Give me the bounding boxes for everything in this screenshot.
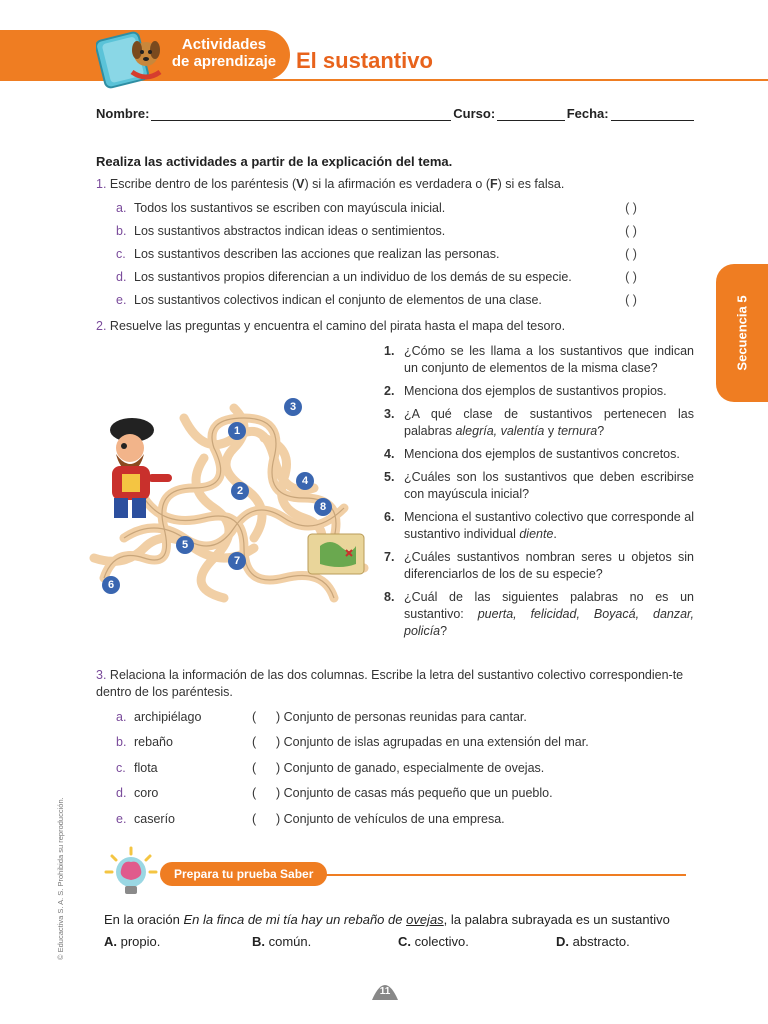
item-letter: d. — [116, 269, 127, 284]
item-text: Los sustantivos abstractos indican ideas o sentimientos. — [134, 223, 446, 238]
list-item — [116, 730, 589, 756]
item-italic: alegría, valentía — [455, 424, 545, 438]
item-text: Los sustantivos describen las acciones que realizan las personas. — [134, 246, 500, 261]
question-3-prompt — [96, 667, 696, 701]
option-text: propio. — [120, 934, 161, 949]
maze-marker-label: 6 — [107, 579, 115, 591]
item-text: ¿Cuáles sustantivos nombran seres u objetos sin diferenciarlos de los de su especie? — [404, 550, 694, 581]
answer-paren[interactable]: ( — [252, 811, 257, 826]
treasure-map-icon — [308, 534, 364, 574]
list-item — [116, 806, 589, 832]
answer-paren[interactable]: ( ) — [625, 200, 637, 215]
item-number: 1. — [384, 344, 395, 358]
list-item — [384, 343, 694, 377]
maze-marker — [228, 422, 246, 440]
item-letter: a. — [116, 200, 127, 215]
list-item — [116, 755, 589, 781]
item-letter: e. — [116, 811, 127, 826]
option-text: abstracto. — [572, 934, 630, 949]
maze-marker — [314, 498, 332, 516]
saber-underlined-word: ovejas — [406, 912, 444, 927]
item-letter: a. — [116, 709, 127, 724]
saber-option-b[interactable] — [252, 934, 311, 949]
maze-marker-label: 4 — [301, 475, 309, 487]
answer-paren[interactable]: ( ) — [625, 246, 637, 261]
item-number: 6. — [384, 510, 395, 524]
item-text-a: Menciona el sustantivo colectivo que corresponde al sustantivo individual — [404, 510, 694, 541]
item-text: Menciona dos ejemplos de sustantivos concretos. — [404, 447, 680, 461]
item-italic: diente — [519, 527, 554, 541]
item-text — [404, 589, 694, 640]
option-key: A. — [104, 934, 117, 949]
item-text: Los sustantivos colectivos indican el conjunto de elementos de una clase. — [134, 292, 542, 307]
question-1-text-c: ) si es falsa. — [497, 177, 565, 191]
item-word: coro — [134, 786, 159, 801]
question-1-text-a: Escribe dentro de los paréntesis ( — [109, 177, 297, 191]
item-number: 4. — [384, 447, 395, 461]
list-item — [116, 242, 646, 265]
list-item — [116, 288, 646, 311]
saber-question-a: En la oración — [104, 912, 184, 927]
item-text-a: ¿Cuál de las siguientes palabras no es un sustantivo: — [404, 590, 694, 621]
answer-paren[interactable]: ( ) — [625, 269, 637, 284]
date-label: Fecha: — [566, 106, 609, 121]
maze-marker — [296, 472, 314, 490]
item-text — [404, 406, 694, 440]
maze-marker — [231, 482, 249, 500]
list-item — [116, 265, 646, 288]
list-item — [384, 549, 694, 583]
item-word: rebaño — [134, 735, 173, 750]
item-text — [404, 509, 694, 543]
item-letter: d. — [116, 786, 127, 801]
saber-question — [104, 912, 670, 927]
maze-marker-label: 7 — [233, 555, 241, 567]
question-1-text-b: ) si la afirmación es verdadera o ( — [304, 177, 490, 191]
list-item — [384, 589, 694, 640]
answer-paren[interactable]: ( — [252, 760, 257, 775]
item-text: Menciona dos ejemplos de sustantivos propios. — [404, 384, 667, 398]
student-form-line — [96, 106, 696, 121]
item-italic-2: ternura — [557, 424, 598, 438]
question-1-items — [116, 196, 646, 311]
question-1-prompt — [96, 176, 696, 193]
item-text: ¿Cómo se les llama a los sustantivos que indican un conjunto de elementos de la misma clase? — [404, 344, 694, 375]
saber-section-label: Prepara tu prueba Saber — [160, 862, 327, 886]
option-key: B. — [252, 934, 265, 949]
list-item — [384, 446, 694, 463]
answer-paren[interactable]: ( — [252, 709, 257, 724]
item-text-b: y — [544, 424, 558, 438]
saber-option-d[interactable] — [556, 934, 630, 949]
name-field[interactable] — [151, 106, 451, 121]
item-text: Los sustantivos propios diferencian a un individuo de los demás de su especie. — [134, 269, 572, 284]
item-letter: b. — [116, 735, 127, 750]
badge-line-1: Actividades — [181, 36, 267, 53]
sequence-tab — [716, 264, 768, 402]
item-number: 5. — [384, 470, 395, 484]
item-letter: e. — [116, 292, 127, 307]
option-key: D. — [556, 934, 569, 949]
badge-line-2: de aprendizaje — [171, 53, 277, 70]
date-field[interactable] — [611, 106, 694, 121]
saber-option-c[interactable] — [398, 934, 469, 949]
item-number: 7. — [384, 550, 395, 564]
list-item — [116, 704, 589, 730]
saber-question-b: , la palabra subrayada es un sustantivo — [443, 912, 670, 927]
maze-marker — [284, 398, 302, 416]
question-2-prompt — [96, 318, 696, 335]
option-text: colectivo. — [414, 934, 469, 949]
item-text-c: ? — [597, 424, 605, 438]
list-item — [384, 383, 694, 400]
item-text-b: ? — [440, 624, 448, 638]
name-label: Nombre: — [96, 106, 150, 121]
list-item — [116, 219, 646, 242]
course-label: Curso: — [453, 106, 496, 121]
answer-paren[interactable]: ( — [252, 786, 257, 801]
maze-marker-label: 3 — [289, 401, 297, 413]
saber-option-a[interactable] — [104, 934, 160, 949]
page-number: 11 — [379, 986, 391, 997]
maze-marker-label: 2 — [236, 485, 244, 497]
answer-paren[interactable]: ( — [252, 735, 257, 750]
item-description: ) Conjunto de casas más pequeño que un pueblo. — [276, 786, 553, 801]
answer-paren[interactable]: ( ) — [625, 223, 637, 238]
question-1-f: F — [489, 177, 498, 191]
sequence-tab-label: Secuencia 5 — [734, 295, 750, 371]
item-text-a: ¿A qué clase de sustantivos pertenecen las palabras — [404, 407, 694, 438]
item-text-b: . — [553, 527, 557, 541]
option-key: C. — [398, 934, 411, 949]
item-italic: puerta, felicidad, Boyacá, danzar, policía — [404, 607, 694, 638]
activity-badge — [168, 36, 280, 70]
maze-marker — [228, 552, 246, 570]
list-item — [384, 509, 694, 543]
maze-marker-label: 1 — [233, 425, 241, 437]
answer-paren[interactable]: ( ) — [625, 292, 637, 307]
question-2-number: 2. — [96, 319, 107, 333]
page-title: El sustantivo — [296, 48, 433, 73]
item-description: ) Conjunto de personas reunidas para cantar. — [276, 709, 527, 724]
question-2-text: Resuelve las preguntas y encuentra el camino del pirata hasta el mapa del tesoro. — [109, 319, 566, 333]
item-word: flota — [134, 760, 158, 775]
question-1-v: V — [296, 177, 305, 191]
maze-marker — [176, 536, 194, 554]
question-3-number: 3. — [96, 668, 107, 682]
copyright-note: © Educactiva S. A. S. Prohibida su reproducción. — [56, 797, 65, 960]
saber-question-italic: En la finca de mi tía hay un rebaño de — [183, 912, 407, 927]
question-3-text: Relaciona la información de las dos columnas. Escribe la letra del sustantivo colectivo correspondien-te dentro de los paréntesis. — [96, 668, 684, 699]
list-item — [384, 406, 694, 440]
question-1-number: 1. — [96, 177, 107, 191]
item-description: ) Conjunto de ganado, especialmente de ovejas. — [276, 760, 545, 775]
item-text: ¿Cuáles son los sustantivos que deben escribirse con mayúscula inicial? — [404, 470, 694, 501]
lightbulb-brain-icon — [104, 846, 158, 900]
item-text: Todos los sustantivos se escriben con mayúscula inicial. — [134, 200, 446, 215]
item-letter: c. — [116, 760, 126, 775]
item-number: 2. — [384, 384, 395, 398]
list-item — [384, 469, 694, 503]
course-field[interactable] — [497, 106, 565, 121]
item-number: 3. — [384, 407, 395, 421]
question-3-rows — [116, 704, 589, 832]
item-word: archipiélago — [134, 709, 202, 724]
item-letter: c. — [116, 246, 126, 261]
saber-rule — [318, 874, 686, 876]
item-description: ) Conjunto de vehículos de una empresa. — [276, 811, 505, 826]
maze-marker-label: 5 — [181, 539, 189, 551]
option-text: común. — [268, 934, 312, 949]
instructions: Realiza las actividades a partir de la explicación del tema. — [96, 154, 453, 169]
maze-marker-label: 8 — [319, 501, 327, 513]
item-description: ) Conjunto de islas agrupadas en una extensión del mar. — [276, 735, 589, 750]
question-2-list — [384, 343, 694, 646]
item-letter: b. — [116, 223, 127, 238]
list-item — [116, 781, 589, 807]
list-item — [116, 196, 646, 219]
item-word: caserío — [134, 811, 175, 826]
item-number: 8. — [384, 590, 395, 604]
book-dog-icon — [96, 28, 172, 90]
maze-marker — [102, 576, 120, 594]
pirate-maze-illustration — [84, 378, 374, 608]
